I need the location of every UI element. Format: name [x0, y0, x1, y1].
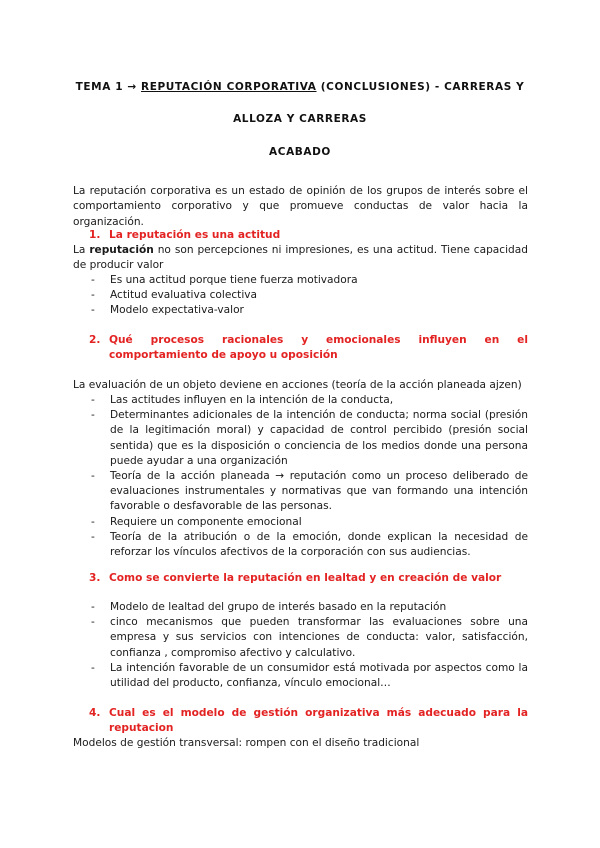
list-item [73, 600, 528, 615]
para-bold-term: reputación [89, 244, 154, 256]
para-text: La [73, 244, 90, 256]
dash-bullet: - [91, 289, 95, 302]
list-item-text: Actitud evaluativa colectiva [110, 289, 258, 302]
section-4-paragraph: Modelos de gestión transversal: rompen con el diseño tradicional [73, 737, 420, 749]
list-item [73, 303, 528, 318]
list-item [73, 393, 528, 408]
list-item-text: Las actitudes influyen en la intención de la conducta, [110, 394, 394, 406]
header-line-1 [0, 81, 600, 93]
dash-bullet: - [91, 616, 95, 629]
list-item-text: Modelo de lealtad del grupo de interés basado en la reputación [110, 601, 447, 613]
section-number: 3. [89, 572, 101, 584]
list-item [73, 515, 528, 530]
list-item-text: Requiere un componente emocional [110, 515, 302, 528]
para-text: no son percepciones ni impresiones, es una actitud. Tiene capacidad de producir valor [73, 244, 528, 272]
section-3-list [73, 600, 528, 691]
header-line-2: ALLOZA Y CARRERAS [233, 113, 367, 125]
list-item-text: Es una actitud porque tiene fuerza motivadora [110, 274, 358, 286]
section-2-paragraph: La evaluación de un objeto deviene en acciones (teoría de la acción planeada ajzen) [73, 379, 522, 391]
dash-bullet: - [91, 530, 95, 543]
section-number: 1. [89, 229, 101, 241]
dash-bullet: - [91, 515, 95, 528]
dash-bullet: - [91, 409, 95, 422]
list-item [73, 469, 528, 515]
dash-bullet: - [91, 601, 95, 613]
header-line-3: ACABADO [269, 146, 331, 158]
section-title: Cual es el modelo de gestión organizativa más adecuado para la reputacion [109, 707, 528, 735]
dash-bullet: - [91, 274, 95, 286]
section-number: 4. [89, 707, 101, 719]
list-item-text: Determinantes adicionales de la intención de conducta; norma social (presión de la legitimación moral) y capacidad de control percibido (presión social sentida) que es la disposición o conciencia de los medios donde una persona puede ayudar a una organización [110, 409, 528, 467]
header-topic: REPUTACIÓN CORPORATIVA [141, 81, 317, 93]
dash-bullet: - [91, 470, 95, 483]
intro-paragraph: La reputación corporativa es un estado de opinión de los grupos de interés sobre el comportamiento corporativo y que promueve conductas de valor hacia la organización. [73, 185, 528, 228]
section-1-list [73, 273, 528, 319]
section-title: La reputación es una actitud [109, 229, 281, 241]
list-item [73, 530, 528, 560]
header-suffix: (CONCLUSIONES) - CARRERAS Y [316, 81, 525, 93]
header-prefix: TEMA 1 → [75, 81, 142, 93]
list-item [73, 288, 528, 303]
section-title: Como se convierte la reputación en lealtad y en creación de valor [109, 572, 502, 584]
dash-bullet: - [91, 304, 95, 317]
list-item-text: Teoría de la atribución o de la emoción, donde explican la necesidad de reforzar los vínculos afectivos de la corporación con sus audiencias. [110, 530, 528, 559]
section-2-list [73, 393, 528, 560]
list-item [73, 615, 528, 661]
dash-bullet: - [91, 394, 95, 406]
list-item-text: cinco mecanismos que pueden transformar las evaluaciones sobre una empresa y sus servicios con intenciones de conducta: valor, satisfacción, confianza , compromiso afectivo y calculativo. [110, 616, 528, 659]
dash-bullet: - [91, 661, 95, 674]
section-4-heading [89, 706, 528, 737]
list-item [73, 408, 528, 469]
list-item-text: Teoría de la acción planeada → reputación como un proceso deliberado de evaluaciones instrumentales y normativas que van formando una intención favorable o desfavorable de las personas. [110, 470, 528, 513]
section-2-heading [89, 333, 528, 364]
section-title: Qué procesos racionales y emocionales influyen en el comportamiento de apoyo u oposición [109, 334, 528, 362]
section-3-heading [89, 571, 528, 586]
list-item-text: Modelo expectativa-valor [110, 304, 244, 317]
list-item-text: La intención favorable de un consumidor está motivada por aspectos como la utilidad del producto, confianza, vínculo emocional… [110, 661, 528, 690]
list-item [73, 273, 528, 288]
section-number: 2. [89, 334, 101, 346]
section-1-paragraph [73, 243, 528, 274]
section-1-heading [89, 228, 528, 243]
list-item [73, 661, 528, 691]
